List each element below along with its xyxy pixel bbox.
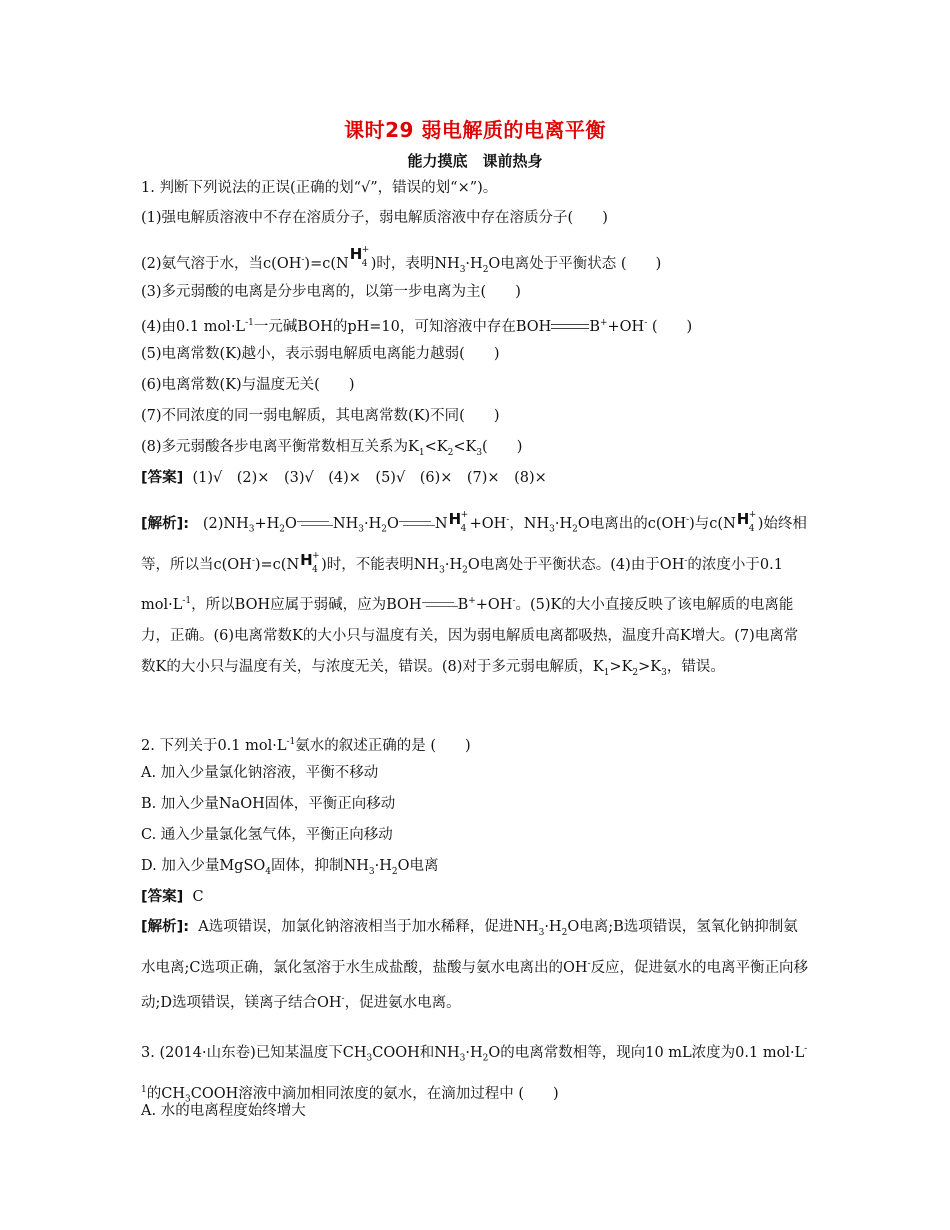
q1-stem: 1. 判断下列说法的正误(正确的划“√”，错误的划“×”)。: [141, 180, 498, 196]
page-title: 课时29 弱电解质的电离平衡: [344, 118, 606, 142]
q1-item-7: (7)不同浓度的同一弱电解质，其电离常数(K)不同( ): [141, 408, 500, 424]
q1-item-5: (5)电离常数(K)越小，表示弱电解质电离能力越弱( ): [141, 346, 500, 362]
q2-answer: [答案] C: [141, 889, 204, 905]
equilibrium-arrow-icon: [551, 323, 589, 331]
analysis-label: [解析]:: [141, 515, 190, 532]
q1-item-2: (2)氨气溶于水，当c(OH-)=c(N H + 4 )时，表明$NH_3\cdot H_2O$电离处于平衡状态 ( ): [141, 245, 662, 275]
q2-analysis: [解析]: A选项错误，加氯化钠溶液相当于加水稀释，促进$NH_3\cdot H_2O$电离;B选项错误，氢氧化钠抑制氨水电离;C选项正确，氯化氢溶于水生成盐酸，盐酸与氨水电离出的OH-反应，促进氨水的电离平衡正向移动;D选项错误，镁离子结合OH-，促进氨水电离。: [141, 919, 809, 1011]
reversible-arrow-icon: [297, 520, 333, 528]
answer-label: [答案]: [141, 889, 184, 905]
analysis-label: [解析]:: [141, 919, 190, 935]
reversible-arrow-icon: [399, 520, 435, 528]
q1-item-1: (1)强电解质溶液中不存在溶质分子，弱电解质溶液中存在溶质分子( ): [141, 210, 608, 226]
answer-label: [答案]: [141, 470, 184, 486]
q1-item-8: (8)多元弱酸各步电离平衡常数相互关系为$K_1<K_2<K_3$( ): [141, 439, 523, 458]
q1-answer: [答案] (1)√ (2)× (3)√ (4)× (5)√ (6)× (7)× (8)×: [141, 470, 547, 486]
q1-item-6: (6)电离常数(K)与温度无关( ): [141, 377, 355, 393]
q2-option-b: B. 加入少量NaOH固体，平衡正向移动: [141, 796, 396, 812]
nh4-ion-icon: H + 4: [736, 509, 757, 534]
q3-option-a: A. 水的电离程度始终增大: [141, 1103, 306, 1119]
q2-option-d: D. 加入少量MgSO$_4$固体，抑制$NH_3\cdot H_2O$电离: [141, 858, 439, 877]
section-subtitle: 能力摸底 课前热身: [407, 152, 543, 170]
nh4-ion-icon: H + 4: [300, 550, 320, 575]
q2-option-a: A. 加入少量氯化钠溶液，平衡不移动: [141, 765, 379, 781]
nh4-ion-icon: H + 4: [349, 245, 370, 269]
reversible-arrow-icon: [422, 601, 458, 609]
q3-stem: 3. (2014·山东卷)已知某温度下$CH_3COOH$和$NH_3\cdot H_2O$的电离常数相等，现向10 mL浓度为0.1 $mol\cdot L^{-1}$的$CH_3COOH$溶液中滴加相同浓度的氨水，在滴加过程中 ( ): [141, 1044, 808, 1105]
q1-analysis: [解析]: $(2)NH_3+H_2O$ $NH_3\cdot H_2O$ N H + 4 +OH-，$NH_3\cdot H_2O$电离出的c(OH-)与c(N H + 4 )始终相等，所以当c(OH-)=c(N H + 4 )时，不能表明$NH_3\cdot H_2O$电离处于平衡状态。(4)由于OH-的浓度小于0.1 $mol\cdot L^{-1}$，所以BOH应属于弱碱，应为BOH B++OH-。(5)K的大小直接反映了该电解质的电离能力，正确。(6)电离常数K的大小只与温度有关，因为弱电解质电离都吸热，温度升高K增大。(7)电离常数K的大小只与温度有关，与浓度无关，错误。(8)对于多元弱电解质，$K_1>K_2>K_3$，错误。: [141, 509, 807, 679]
q1-item-4: (4)由0.1 $mol\cdot L^{-1}$一元碱BOH的pH=10，可知溶液中存在BOH B++OH- ( ): [141, 318, 693, 335]
nh4-ion-icon: H + 4: [448, 509, 469, 534]
q2-option-c: C. 通入少量氯化氢气体，平衡正向移动: [141, 827, 393, 843]
q1-item-3: (3)多元弱酸的电离是分步电离的，以第一步电离为主( ): [141, 284, 521, 300]
q2-stem: 2. 下列关于0.1 $mol\cdot L^{-1}$氨水的叙述正确的是 ( ): [141, 737, 471, 754]
